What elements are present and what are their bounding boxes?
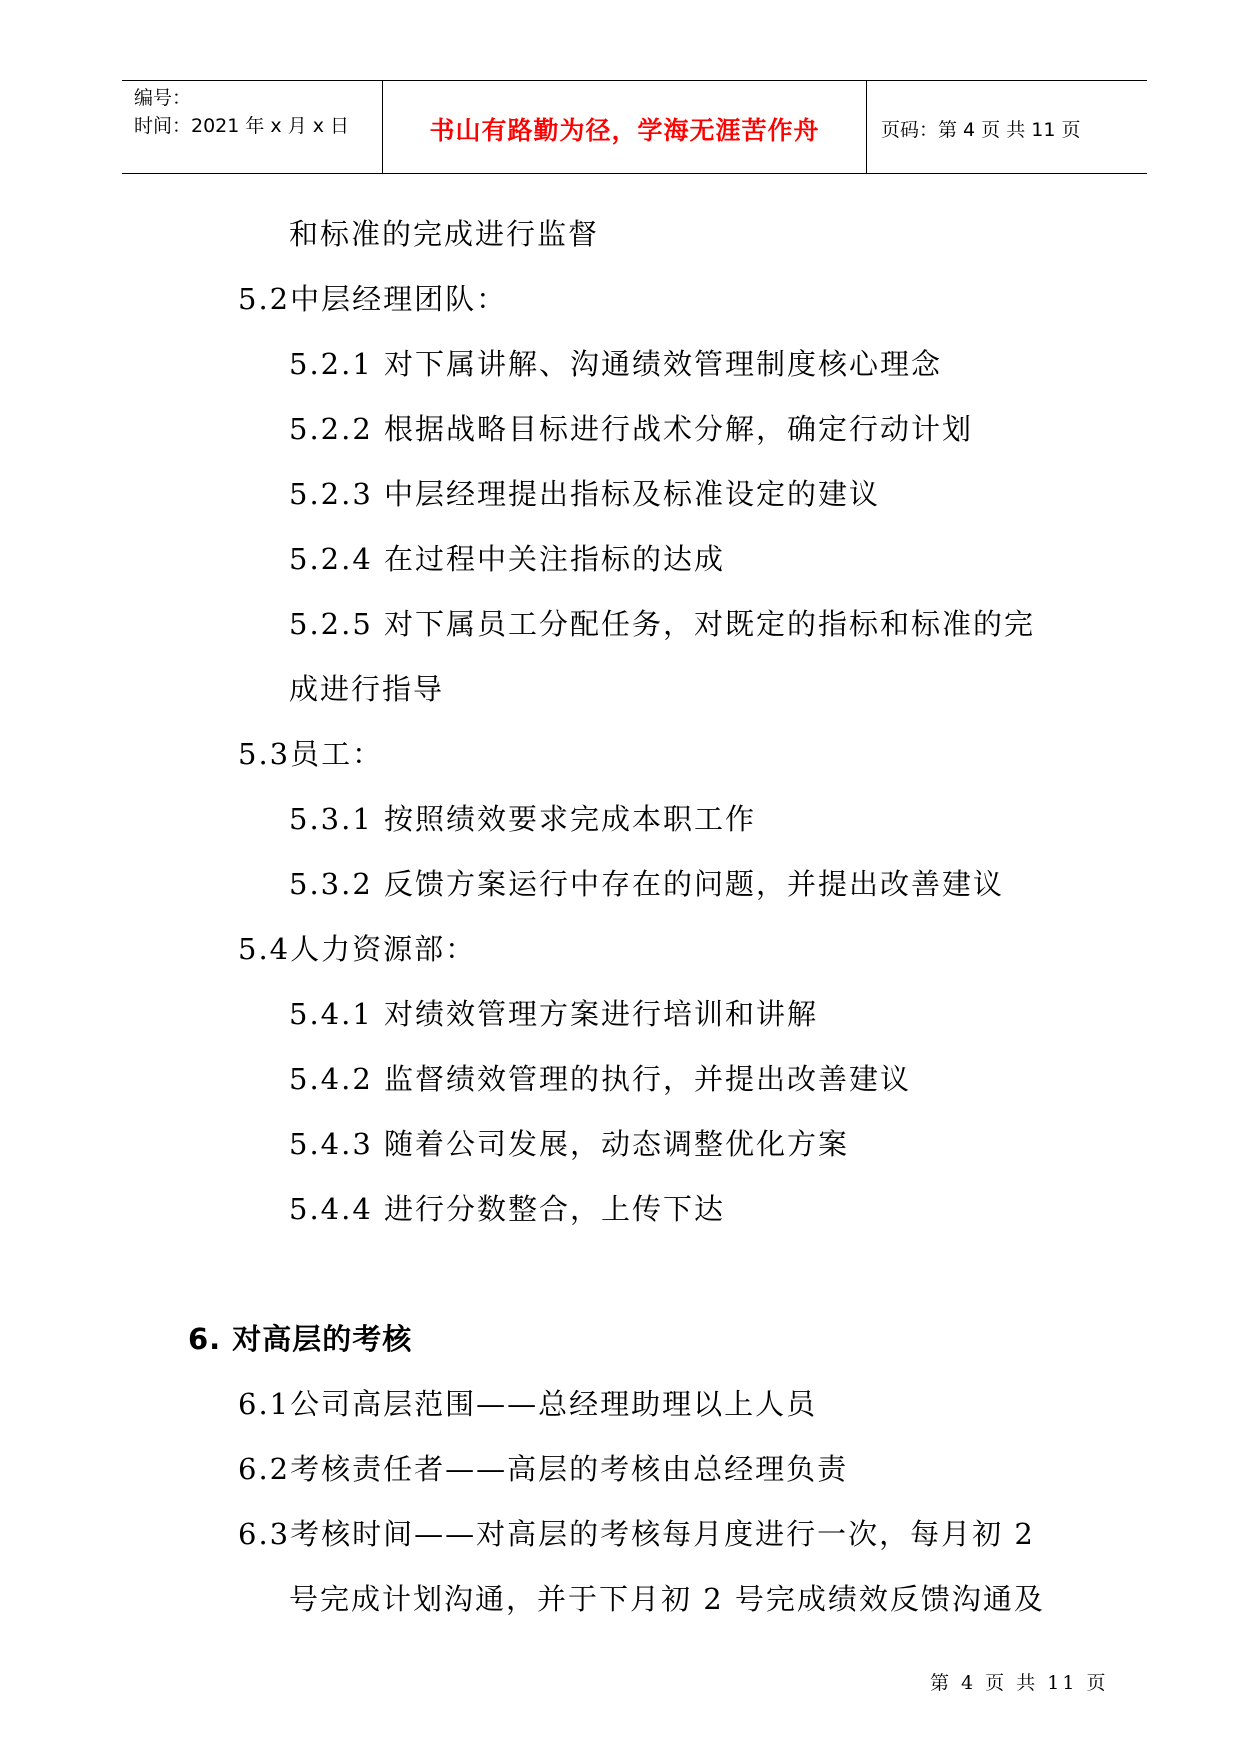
list-item-6-3-continued: 号完成计划沟通，并于下月初 2 号完成绩效反馈沟通及 (289, 1582, 1045, 1616)
document-number-label: 编号： (134, 87, 192, 109)
list-item-5-2-5-continued: 成进行指导 (289, 672, 445, 706)
subsection-heading-5-4: 5.4人力资源部： (238, 932, 477, 966)
subsection-heading-5-3: 5.3员工： (238, 737, 384, 771)
list-item-5-4-1: 5.4.1 对绩效管理方案进行培训和讲解 (289, 997, 819, 1031)
list-item-6-1: 6.1公司高层范围——总经理助理以上人员 (238, 1387, 818, 1421)
list-item-5-3-2: 5.3.2 反馈方案运行中存在的问题，并提出改善建议 (289, 867, 1005, 901)
list-item-5-2-5: 5.2.5 对下属员工分配任务，对既定的指标和标准的完 (289, 607, 1036, 641)
list-item-6-3: 6.3考核时间——对高层的考核每月度进行一次，每月初 2 (238, 1517, 1035, 1551)
list-item-5-4-3: 5.4.3 随着公司发展，动态调整优化方案 (289, 1127, 850, 1161)
list-item-5-2-2: 5.2.2 根据战略目标进行战术分解，确定行动计划 (289, 412, 974, 446)
page-header (122, 80, 1147, 174)
list-item-5-2-4: 5.2.4 在过程中关注指标的达成 (289, 542, 726, 576)
list-item-5-2-1: 5.2.1 对下属讲解、沟通绩效管理制度核心理念 (289, 347, 943, 381)
list-item-6-2: 6.2考核责任者——高层的考核由总经理负责 (238, 1452, 849, 1486)
header-page-cell (867, 81, 1147, 173)
list-item-5-4-2: 5.4.2 监督绩效管理的执行，并提出改善建议 (289, 1062, 912, 1096)
header-motto-cell (382, 81, 867, 173)
header-page-number: 页码：第 4 页 共 11 页 (881, 119, 1081, 141)
document-time-label: 时间：2021 年 x 月 x 日 (134, 115, 350, 137)
header-motto: 书山有路勤为径，学海无涯苦作舟 (429, 116, 820, 145)
header-meta-cell (122, 81, 382, 173)
list-item-5-3-1: 5.3.1 按照绩效要求完成本职工作 (289, 802, 757, 836)
paragraph-line: 和标准的完成进行监督 (289, 217, 600, 251)
subsection-heading-5-2: 5.2中层经理团队： (238, 282, 508, 316)
list-item-5-2-3: 5.2.3 中层经理提出指标及标准设定的建议 (289, 477, 881, 511)
list-item-5-4-4: 5.4.4 进行分数整合，上传下达 (289, 1192, 726, 1226)
page-footer: 第 4 页 共 11 页 (930, 1672, 1109, 1694)
section-heading-6: 6. 对高层的考核 (188, 1322, 413, 1356)
